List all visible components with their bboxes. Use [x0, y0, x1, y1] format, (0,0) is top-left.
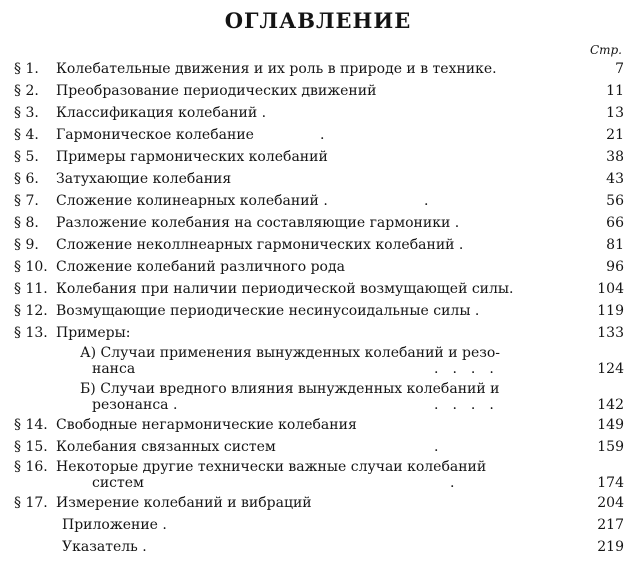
page-number: 159: [597, 439, 624, 455]
section-number: § 14.: [14, 417, 48, 433]
entry-title: Примеры гармонических колебаний: [56, 149, 328, 165]
entry-title: Преобразование периодических движений: [56, 83, 377, 99]
section-number: § 5.: [14, 149, 39, 165]
leader-dots: .: [424, 193, 443, 209]
section-number: § 16.: [14, 459, 48, 475]
section-number: § 1.: [14, 61, 39, 77]
entry-title: Сложение колинеарных колебаний .: [56, 193, 328, 209]
entry-title: Затухающие колебания: [56, 171, 232, 187]
entry-title: А) Случаи применения вынужденных колебаний и резо-: [80, 345, 501, 361]
section-number: § 12.: [14, 303, 48, 319]
page-number: 174: [597, 475, 624, 491]
entry-title: Сложение колебаний различного рода: [56, 259, 345, 275]
leader-dots: ....: [434, 361, 508, 377]
entry-title: Колебательные движения и их роль в природе и в технике.: [56, 61, 497, 77]
leader-dots: .: [434, 439, 453, 455]
entry-title: Приложение .: [62, 517, 167, 533]
section-number: § 4.: [14, 127, 39, 143]
page-number: 11: [606, 83, 624, 99]
page-number: 119: [597, 303, 624, 319]
page-number: 56: [606, 193, 624, 209]
entry-title: Классификация колебаний .: [56, 105, 267, 121]
leader-dots: .: [320, 127, 339, 143]
entry-title: Измерение колебаний и вибраций: [56, 495, 312, 511]
section-number: § 11.: [14, 281, 48, 297]
entry-title: Возмущающие периодические несинусоидальные силы .: [56, 303, 480, 319]
section-number: § 7.: [14, 193, 39, 209]
page-number: 104: [597, 281, 624, 297]
section-number: § 2.: [14, 83, 39, 99]
page-number: 96: [606, 259, 624, 275]
entry-title: Свободные негармонические колебания: [56, 417, 357, 433]
entry-title: нанса: [92, 361, 136, 377]
entry-title: Гармоническое колебание: [56, 127, 254, 143]
page-number: 219: [597, 539, 624, 555]
entry-title: Сложение неколлнеарных гармонических колебаний .: [56, 237, 464, 253]
entry-title: Колебания при наличии периодической возмущающей силы.: [56, 281, 514, 297]
leader-dots: ....: [434, 397, 508, 413]
section-number: § 9.: [14, 237, 39, 253]
page-column-header: Стр.: [589, 43, 622, 57]
entry-title: систем: [92, 475, 144, 491]
page-number: 13: [606, 105, 624, 121]
page-number: 81: [606, 237, 624, 253]
page-title: ОГЛАВЛЕНИЕ: [224, 8, 412, 33]
entry-title: Разложение колебания на составляющие гармоники .: [56, 215, 460, 231]
page-number: 66: [606, 215, 624, 231]
page-number: 142: [597, 397, 624, 413]
leader-dots: .: [450, 475, 469, 491]
page-number: 149: [597, 417, 624, 433]
section-number: § 15.: [14, 439, 48, 455]
page-number: 204: [597, 495, 624, 511]
page-number: 124: [597, 361, 624, 377]
page-number: 217: [597, 517, 624, 533]
section-number: § 10.: [14, 259, 48, 275]
section-number: § 3.: [14, 105, 39, 121]
page-number: 43: [606, 171, 624, 187]
entry-title: Колебания связанных систем: [56, 439, 276, 455]
page-number: 7: [615, 61, 624, 77]
section-number: § 17.: [14, 495, 48, 511]
entry-title: Указатель .: [62, 539, 147, 555]
entry-title: Б) Случаи вредного влияния вынужденных колебаний и: [80, 381, 500, 397]
entry-title: резонанса .: [92, 397, 178, 413]
entry-title: Примеры:: [56, 325, 131, 341]
section-number: § 13.: [14, 325, 48, 341]
section-number: § 8.: [14, 215, 39, 231]
page-number: 38: [606, 149, 624, 165]
entry-title: Некоторые другие технически важные случаи колебаний: [56, 459, 487, 475]
page-number: 133: [597, 325, 624, 341]
section-number: § 6.: [14, 171, 39, 187]
page-number: 21: [606, 127, 624, 143]
